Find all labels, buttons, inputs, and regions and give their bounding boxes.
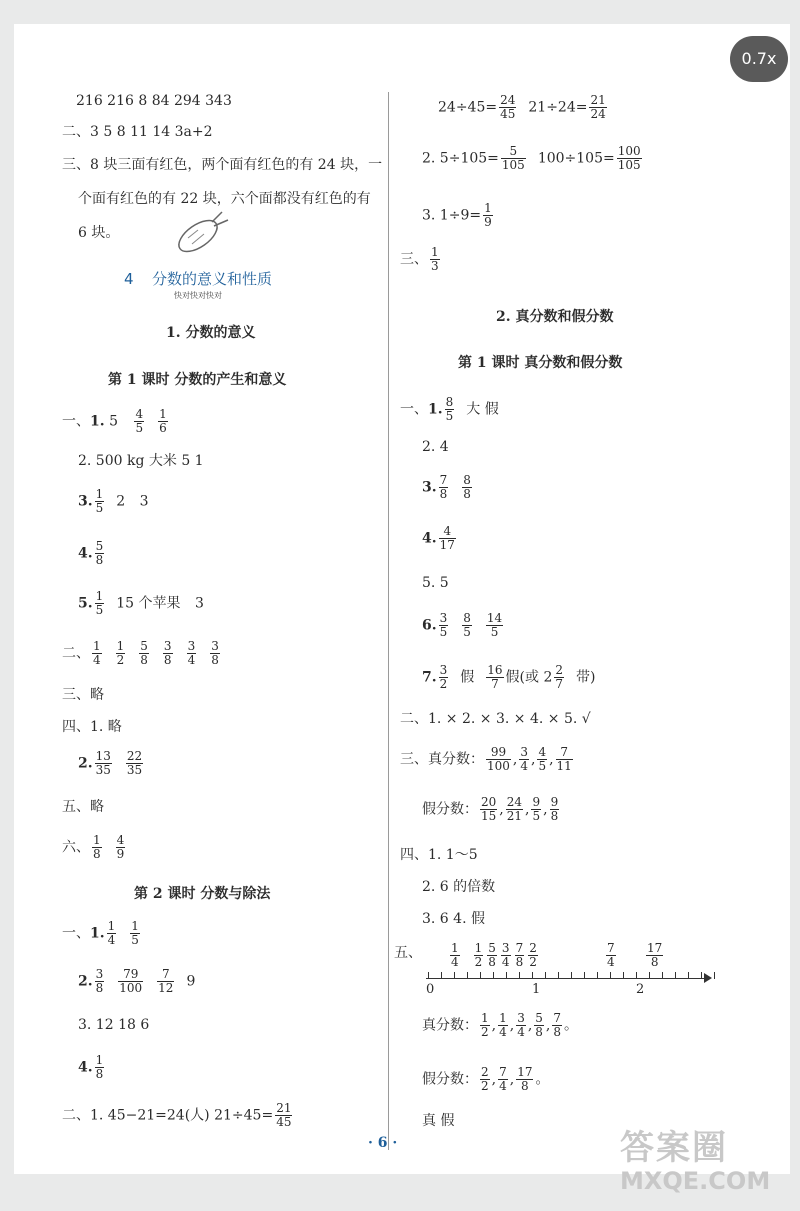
number-line-tick (532, 972, 533, 979)
number-line-tick (662, 972, 663, 979)
number-line-label: 2 (636, 982, 645, 997)
number-line-tick (675, 972, 676, 979)
number-line-tick (610, 972, 611, 979)
number-line-tick (571, 972, 572, 979)
answer-line: 4. $\frac{1}{8}$ (78, 1053, 104, 1081)
answer-line: 五、 (394, 945, 422, 961)
answer-line: 4. $\frac{5}{8}$ (78, 539, 104, 567)
answer-line: 24÷45= $\frac{24}{45}$ 21÷24= $\frac{21}{24}$ (438, 93, 606, 121)
answer-line: 个面有红色的有 22 块，六个面都没有红色的有 (78, 191, 371, 207)
number-line-tick (558, 972, 559, 979)
number-line-fractions: $\frac{1}{4}$ $\frac{1}{2}$ $\frac{5}{8}$ $\frac{3}{4}$ $\frac{7}{8}$ $\frac{2}{2}$ (451, 941, 537, 969)
watermark-logo: 答案圈 MXQE.COM (620, 1128, 771, 1195)
answer-line: 假分数： $\frac{2}{2}$ , $\frac{7}{4}$ , $\frac{17}{8}$ 。 (422, 1065, 550, 1093)
answer-line: 6. $\frac{3}{5}$ $\frac{8}{5}$ $\frac{14}{5}$ (422, 611, 503, 639)
number-line-tick (545, 972, 546, 979)
answer-line: 2. $\frac{3}{8}$ $\frac{79}{100}$ $\frac{7}{12}$ 9 (78, 967, 196, 995)
number-line-tick (480, 972, 481, 979)
answer-line: 5. 5 (422, 575, 449, 591)
chapter-heading (124, 268, 272, 289)
answer-line: 7. $\frac{3}{2}$ 假 $\frac{16}{7}$ 假(或 2 $\frac{2}{7}$ 带) (422, 663, 596, 691)
number-line-tick (493, 972, 494, 979)
answer-line: 3. $\frac{7}{8}$ $\frac{8}{8}$ (422, 473, 471, 501)
number-line-label: 0 (426, 982, 435, 997)
arrow-right-icon (704, 973, 712, 983)
answer-line: 三、真分数： $\frac{99}{100}$ , $\frac{3}{4}$ , $\frac{4}{5}$ , $\frac{7}{11}$ (400, 745, 572, 773)
zoom-badge[interactable]: 0.7x (730, 36, 788, 82)
number-line-tick (428, 972, 429, 979)
number-line-tick (597, 972, 598, 979)
answer-line: 2. 4 (422, 439, 449, 455)
number-line-tick (688, 972, 689, 979)
answer-line: 一、1. 5 $\frac{4}{5}$ $\frac{1}{6}$ (62, 407, 167, 435)
answer-line: 2. $\frac{13}{35}$ $\frac{22}{35}$ (78, 749, 143, 777)
answer-line: 3. 12 18 6 (78, 1017, 150, 1033)
number-line-tick (636, 972, 637, 979)
carrot-icon (168, 200, 232, 262)
answer-line: 真分数： $\frac{1}{2}$ , $\frac{1}{4}$ , $\frac{3}{4}$ , $\frac{5}{8}$ , $\frac{7}{8}$ 。 (422, 1011, 579, 1039)
number-line-tick (467, 972, 468, 979)
answer-line: 三、 $\frac{1}{3}$ (400, 245, 439, 273)
answer-line: 216 216 8 84 294 343 (76, 93, 232, 109)
answer-line: 6 块。 (78, 225, 120, 241)
answer-line: 3. $\frac{1}{5}$ 2 3 (78, 487, 149, 515)
answer-line: 三、略 (62, 687, 104, 703)
number-line-tick (714, 972, 715, 979)
answer-line: 3. 6 4. 假 (422, 911, 485, 927)
answer-line: 2. 6 的倍数 (422, 879, 496, 895)
lesson-heading: 第 2 课时 分数与除法 (134, 886, 271, 902)
answer-line: 二、1. × 2. × 3. × 4. × 5. √ (400, 711, 591, 727)
answer-line: 4. $\frac{4}{17}$ (422, 524, 455, 552)
answer-line: 三、8 块三面有红色，两个面有红色的有 24 块，一 (62, 157, 383, 173)
number-line-label: 1 (532, 982, 541, 997)
number-line-tick (441, 972, 442, 979)
column-divider (388, 92, 389, 1150)
chapter-title: 分数的意义和性质 (152, 270, 273, 288)
section-heading: 2. 真分数和假分数 (496, 309, 614, 325)
answer-line: 真 假 (422, 1113, 455, 1129)
number-line-tick (519, 972, 520, 979)
lesson-heading: 第 1 课时 分数的产生和意义 (108, 372, 287, 388)
answer-line: 六、 $\frac{1}{8}$ $\frac{4}{9}$ (62, 833, 125, 861)
answer-line: 二、3 5 8 11 14 3a+2 (62, 124, 213, 140)
number-line-tick (649, 972, 650, 979)
number-line-tick (454, 972, 455, 979)
answer-line: 一、1. $\frac{8}{5}$ 大 假 (400, 395, 499, 423)
answer-line: 四、1. 略 (62, 719, 122, 735)
number-line-fraction: $\frac{17}{8}$ (647, 941, 663, 969)
answer-line: 二、1. 45−21=24(人) 21÷45= $\frac{21}{45}$ (62, 1101, 292, 1129)
number-line-tick (701, 972, 702, 979)
lesson-heading: 第 1 课时 真分数和假分数 (458, 355, 623, 371)
answer-line: 四、1. 1～5 (400, 847, 478, 863)
answer-line: 2. 500 kg 大米 5 1 (78, 453, 204, 469)
answer-line: 2. 5÷105= $\frac{5}{105}$ 100÷105= $\frac{100}{105}$ (422, 144, 641, 172)
number-line-tick (506, 972, 507, 979)
answer-line: 假分数： $\frac{20}{15}$ , $\frac{24}{21}$ , $\frac{9}{5}$ , $\frac{9}{8}$ (422, 795, 559, 823)
section-heading: 1. 分数的意义 (166, 325, 256, 341)
page-number: · 6 · (368, 1135, 398, 1151)
answer-line: 五、略 (62, 799, 104, 815)
number-line-tick (584, 972, 585, 979)
number-line-fraction: $\frac{7}{4}$ (607, 941, 615, 969)
answer-line: 5. $\frac{1}{5}$ 15 个苹果 3 (78, 589, 204, 617)
answer-line: 二、 $\frac{1}{4}$ $\frac{1}{2}$ $\frac{5}{8}$ $\frac{3}{8}$ $\frac{3}{4}$ $\frac{3}{8}$ (62, 639, 219, 667)
answer-line: 3. 1÷9= $\frac{1}{9}$ (422, 201, 492, 229)
answer-line: 一、1. $\frac{1}{4}$ $\frac{1}{5}$ (62, 919, 139, 947)
number-line-axis (426, 978, 708, 979)
number-line-tick (623, 972, 624, 979)
chapter-number: 4 (124, 270, 134, 288)
brand-tag: 快对快对快对 (174, 291, 222, 300)
